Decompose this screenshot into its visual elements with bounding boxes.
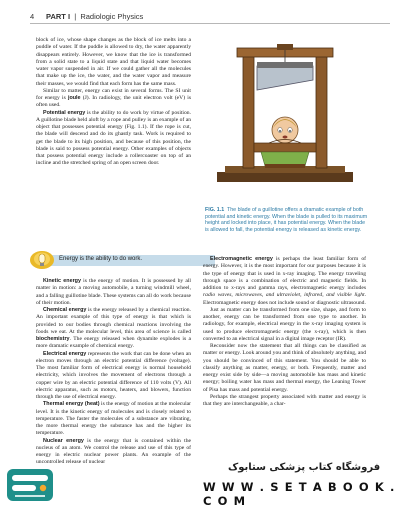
lightbulb-icon [28,250,56,270]
paragraph [36,37,191,88]
key-term: Nuclear energy [43,437,84,444]
key-point-note [28,250,208,272]
paragraph [36,351,191,402]
paragraph-text: is the energy of motion at the molecular level. It is the kinetic energy of molecules and is closely related to temperature. The faster the molecules of a substance are vibrating, the more thermal energy the substance has and the higher its temperature. [36,401,191,437]
setabook-logo [3,465,61,507]
paragraph-text: is the ability to do work by virtue of position. A guillotine blade held aloft by a rope and pulley is an example of an object that possesses potential energy (Fig. 1.1). If the rope is cut, the blade will descend and do its ghastly task. Work is required to get the blade to its high position, and because of this position, the blade is said to possess potential energy. Other examples of objects that possess potential energy include a rollercoaster on top of an incline and the stretched spring of an open screen door. [36,109,191,167]
figure-caption [205,207,368,233]
paragraph [203,394,366,409]
page-number: 4 [30,12,35,21]
key-term: Kinetic energy [43,278,81,284]
italic-text: radio waves, microwaves, and ultraviolet, infrared, and visible light [203,292,365,299]
paragraph-text: . The energy released when dynamite explodes is a more dramatic example of chemical energy. [36,336,191,350]
key-term: biochemistry [36,336,70,342]
paragraph-text: Similar to matter, energy can exist in several forms. The SI unit for energy is [36,87,191,101]
paragraph-text: is the energy that is contained within the nucleus of an atom. We control the release and use of this type of energy in electric nuclear power plants. An example of the uncontrolled release of nuclear [36,437,191,466]
paragraph-text: . Electromagnetic energy does not include sound or diagnostic ultrasound. [203,292,366,306]
figure-caption-text: The blade of a guillotine offers a dramatic example of both potential and kinetic energy. When the blade is pulled to its maximum height and locked into place, it has potential energy. When the blade is allowed to fall, the potential energy is released as kinetic energy. [205,207,368,233]
guillotine-illustration [205,44,365,184]
paragraph [36,278,191,307]
part-title-text: Radiologic Physics [80,12,144,21]
paragraph-text: represents the work that can be done when an electron moves through an electric potential difference (voltage). The most familiar form of electrical energy is normal household electricity, which involves the movement of electrons through a copper wire by an electric potential difference of 110 volts (V). All electric apparatus, such as motors, heaters, and blowers, function through the use of electrical energy. [36,350,191,400]
paragraph-text: Reconsider now the statement that all things can be classified as matter or energy. Look around you and think of absolutely anything, and you should be convinced of this statement. You should be able to classify anything as matter, energy, or both. Frequently, matter and energy exist side by side—a moving automobile has mass and kinetic energy; boiling water has mass and thermal energy, the Leaning Tower of Pisa has mass and potential energy. [203,343,366,393]
key-term: joule [67,95,81,101]
paragraph-text: (J). In radiology, the unit electron volt (eV) is often used. [36,95,191,109]
paragraph [36,88,191,110]
publisher-watermark [0,455,400,512]
paragraph-text: is the energy released by a chemical reaction. An important example of this type of energy is that which is provided to our bodies through chemical reactions involving the foods we eat. At the molecular level, this area of science is called [36,307,191,335]
paragraph [203,343,366,394]
paragraph [203,256,366,307]
watermark-url: W W W . S E T A B O O K . C O M [203,480,396,508]
paragraph [36,401,191,437]
paragraph-text: Just as matter can be transformed from one size, shape, and form to another, energy can be transformed from one type to another. In radiology, for example, electrical energy in the x-ray imaging system is used to produce electromagnetic energy (the x-ray), which is then converted to an electrical signal in a digital image receptor (IR). [203,306,366,342]
key-term: Thermal energy (heat) [43,401,100,408]
part-title: PART I | Radiologic Physics [46,12,144,21]
paragraph [36,110,191,168]
paragraph-text: is perhaps the least familiar form of energy. However, it is the most important for our purposes because it is the type of energy that is used in x-ray imaging. The energy traveling through space is a combination of electric and magnetic fields. In addition to x-rays and gamma rays, electromagnetic energy includes [203,256,366,291]
page-header [30,12,390,26]
key-term: Electrical energy [43,350,87,357]
left-column-top [36,37,191,168]
right-column [203,256,366,408]
key-term: Electromagnetic energy [210,256,273,262]
paragraph [36,307,191,351]
paragraph-text: is the energy of motion. It is possessed by all matter in motion: a moving automobile, a turning windmill wheel, and a falling guillotine blade. These systems can all do work because of their motion. [36,278,191,306]
part-label: PART I [46,12,71,21]
watermark-persian-text: فروشگاه کتاب پزشکی ستابوک [228,462,381,473]
left-column-bottom [36,278,191,467]
paragraph [203,307,366,343]
key-term: Potential energy [43,109,86,116]
key-term: Chemical energy [43,307,87,313]
note-text: Energy is the ability to do work. [59,256,143,262]
header-rule [30,23,390,24]
figure-label: FIG. 1.1 [205,207,225,213]
paragraph-text: block of ice, whose shape changes as the block of ice melts into a puddle of water. If the puddle is allowed to dry, the water apparently disappears entirely. However, we know that the ice is transformed from a solid state to a liquid state and that liquid water becomes water vapor suspended in air. If we could gather all the molecules that make up the ice, the water, and the water vapor and measure their masses, we would find that each form has the same mass. [36,37,191,87]
paragraph-text: Perhaps the strangest property associated with matter and energy is that they are interchangeable, a char- [203,393,366,407]
